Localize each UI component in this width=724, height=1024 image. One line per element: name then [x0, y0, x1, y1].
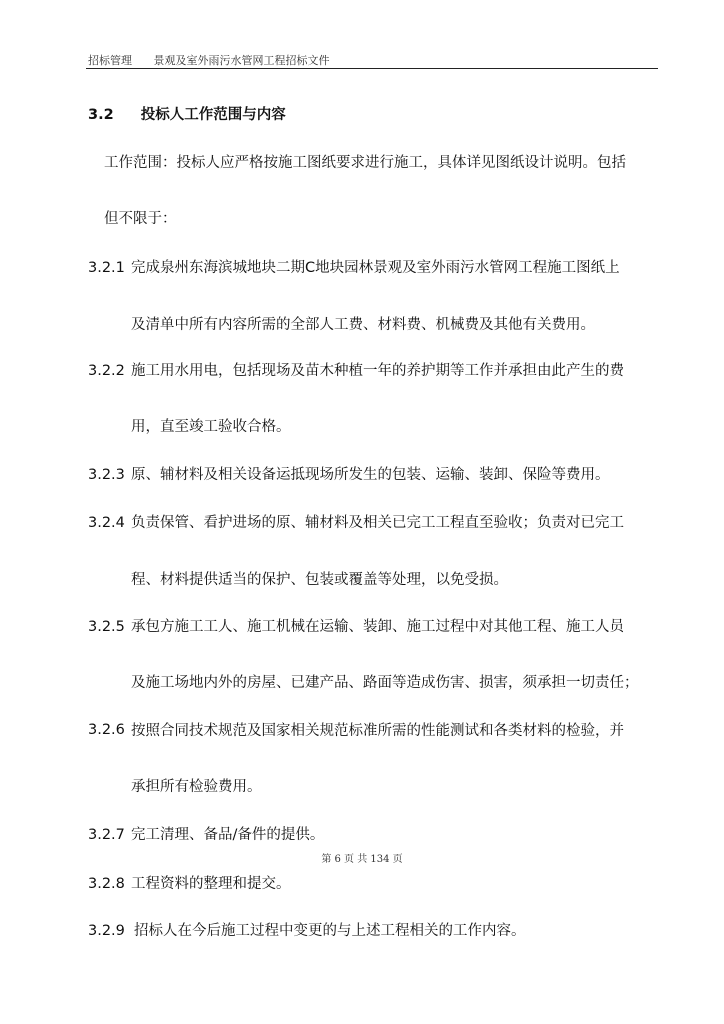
item-text-line-1: 完工清理、备品/备件的提供。: [131, 827, 325, 843]
item-text-line-2: 程、材料提供适当的保护、包装或覆盖等处理，以免受损。: [131, 572, 508, 588]
item-text-line-1: 原、辅材料及相关设备运抵现场所发生的包装、运输、装卸、保险等费用。: [131, 467, 610, 483]
item-text-line-2: 用，直至竣工验收合格。: [131, 419, 291, 435]
header-divider: [86, 68, 658, 69]
item-text-line-1: 完成泉州东海滨城地块二期C地块园林景观及室外雨污水管网工程施工图纸上: [131, 260, 620, 276]
section-heading: [88, 106, 286, 124]
header-left-text: 招标管理: [88, 54, 132, 67]
header-document-title: 景观及室外雨污水管网工程招标文件: [153, 54, 330, 67]
item-text-line-1: 施工用水用电，包括现场及苗木种植一年的养护期等工作并承担由此产生的费: [131, 363, 624, 379]
section-number: 3.2: [88, 107, 114, 123]
page-header: [88, 52, 656, 68]
page-footer: 第 6 页 共 134 页: [321, 854, 403, 865]
intro-line-1: 工作范围：投标人应严格按施工图纸要求进行施工，具体详见图纸设计说明。包括: [104, 155, 626, 171]
item-number: 3.2.2: [88, 363, 125, 379]
item-text-line-1: 工程资料的整理和提交。: [131, 876, 291, 892]
intro-line-2: 但不限于：: [104, 211, 177, 227]
item-text-line-1: 负责保管、看护进场的原、辅材料及相关已完工工程直至验收；负责对已完工: [131, 515, 624, 531]
item-number: 3.2.5: [88, 619, 125, 635]
item-text-line-2: 及清单中所有内容所需的全部人工费、材料费、机械费及其他有关费用。: [131, 317, 595, 333]
item-text-line-1: 招标人在今后施工过程中变更的与上述工程相关的工作内容。: [134, 923, 526, 939]
item-number: 3.2.4: [88, 515, 125, 531]
item-number: 3.2.3: [88, 467, 125, 483]
item-number: 3.2.1: [88, 260, 125, 276]
item-number: 3.2.6: [88, 722, 125, 738]
item-text-line-2: 承担所有检验费用。: [131, 779, 262, 795]
section-title: 投标人工作范围与内容: [140, 107, 286, 123]
item-text-line-1: 承包方施工工人、施工机械在运输、装卸、施工过程中对其他工程、施工人员: [131, 619, 624, 635]
item-number: 3.2.9: [88, 923, 125, 939]
item-text-line-2: 及施工场地内外的房屋、已建产品、路面等造成伤害、损害，须承担一切责任；: [131, 675, 639, 691]
item-text-line-1: 按照合同技术规范及国家相关规范标准所需的性能测试和各类材料的检验，并: [131, 723, 624, 739]
item-number: 3.2.8: [88, 876, 125, 892]
item-number: 3.2.7: [88, 827, 125, 843]
